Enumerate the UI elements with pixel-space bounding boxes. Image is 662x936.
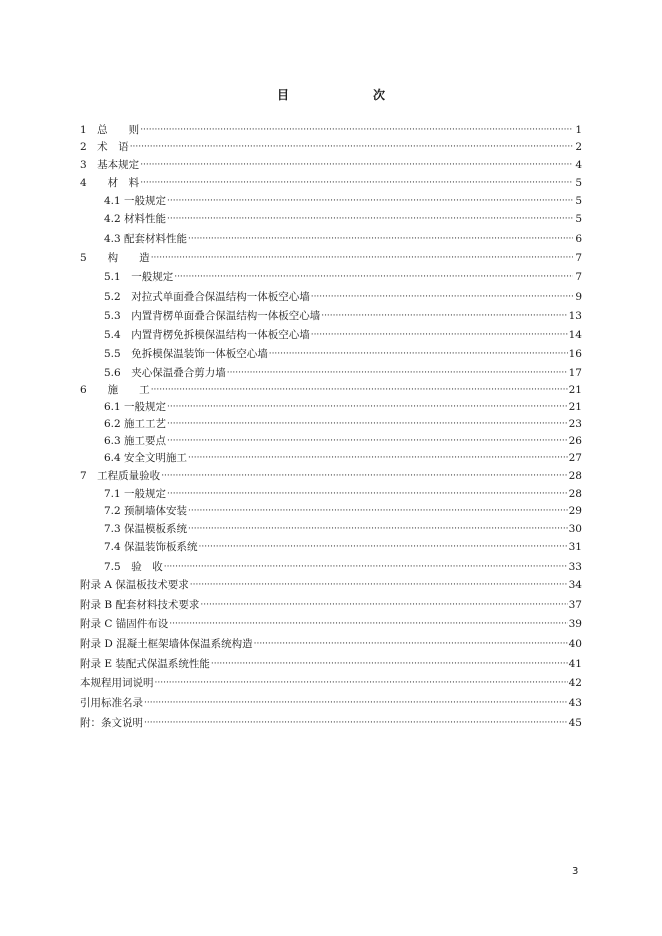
- toc-entry-page: 17: [568, 367, 582, 379]
- toc-leader: [190, 579, 568, 592]
- toc-entry-page: 41: [568, 658, 582, 670]
- toc-entry[interactable]: [80, 470, 582, 483]
- toc-entry-page: 28: [568, 488, 582, 500]
- toc-entry-page: 16: [568, 348, 582, 360]
- toc-entry[interactable]: [80, 599, 582, 612]
- toc-entry[interactable]: [80, 310, 582, 323]
- toc-leader: [144, 697, 568, 710]
- toc-entry-label: 附录 D 混凝土框架墙体保温系统构造: [80, 638, 253, 650]
- toc-entry[interactable]: [80, 329, 582, 342]
- toc-leader: [269, 348, 568, 361]
- toc-entry[interactable]: [80, 271, 582, 284]
- toc-entry-label: 4.3 配套材料性能: [104, 233, 188, 245]
- toc-entry-label: 7.2 预制墙体安装: [104, 505, 188, 517]
- toc-entry-label: 5 构 造: [80, 252, 150, 264]
- toc-entry[interactable]: [80, 561, 582, 574]
- toc-entry-page: 45: [568, 717, 582, 729]
- toc-leader: [140, 124, 573, 137]
- toc-entry-label: 2 术 语: [80, 141, 129, 153]
- toc-entry[interactable]: [80, 384, 582, 397]
- toc-entry-label: 引用标准名录: [80, 697, 143, 709]
- toc-leader: [227, 367, 568, 380]
- toc-entry-page: 5: [575, 213, 582, 225]
- toc-entry-label: 7.1 一般规定: [104, 488, 167, 500]
- toc-entry-page: 13: [568, 310, 582, 322]
- toc-leader: [167, 195, 573, 208]
- toc-leader: [167, 401, 568, 414]
- toc-leader: [140, 159, 573, 172]
- toc-entry-page: 4: [575, 159, 582, 171]
- toc-entry[interactable]: [80, 618, 582, 631]
- toc-entry[interactable]: [80, 658, 582, 671]
- toc-entry-page: 33: [568, 561, 582, 573]
- toc-entry-page: 7: [575, 271, 582, 283]
- toc-entry-label: 6.4 安全文明施工: [104, 452, 188, 464]
- toc-leader: [188, 452, 568, 465]
- toc-entry[interactable]: [80, 717, 582, 730]
- toc-leader: [164, 561, 568, 574]
- toc-leader: [140, 177, 573, 190]
- toc-entry[interactable]: [80, 367, 582, 380]
- toc-leader: [254, 638, 568, 651]
- toc-entry[interactable]: [80, 159, 582, 172]
- toc-entry-label: 5.1 一般规定: [104, 271, 174, 283]
- toc-entry[interactable]: [80, 677, 582, 690]
- toc-entry-page: 37: [568, 599, 582, 611]
- toc-entry-label: 6 施 工: [80, 384, 150, 396]
- toc-entry-page: 23: [568, 418, 582, 430]
- toc-entry-label: 附录 E 装配式保温系统性能: [80, 658, 210, 670]
- toc-entry-page: 34: [568, 579, 582, 591]
- toc-entry-page: 6: [575, 233, 582, 245]
- toc-leader: [200, 599, 567, 612]
- toc-entry[interactable]: [80, 348, 582, 361]
- toc-entry[interactable]: [80, 195, 582, 208]
- toc-entry-page: 7: [575, 252, 582, 264]
- toc-entry[interactable]: [80, 697, 582, 710]
- toc-entry[interactable]: [80, 523, 582, 536]
- toc-entry[interactable]: [80, 452, 582, 465]
- toc-entry[interactable]: [80, 252, 582, 265]
- toc-leader: [188, 233, 573, 246]
- toc-entry-label: 附录 A 保温板技术要求: [80, 579, 189, 591]
- page-title: 目 次: [276, 88, 421, 102]
- toc-leader: [211, 658, 568, 671]
- toc-entry[interactable]: [80, 177, 582, 190]
- toc-entry[interactable]: [80, 233, 582, 246]
- toc-entry-label: 5.4 内置背楞免拆模保温结构一体板空心墙: [104, 329, 310, 341]
- toc-entry-label: 7 工程质量验收: [80, 470, 161, 482]
- toc-entry-page: 21: [568, 384, 582, 396]
- table-of-contents: [80, 124, 582, 730]
- toc-leader: [311, 291, 573, 304]
- toc-leader: [161, 470, 567, 483]
- toc-leader: [311, 329, 568, 342]
- toc-entry-page: 30: [568, 523, 582, 535]
- toc-leader: [151, 252, 573, 265]
- toc-entry-label: 4.1 一般规定: [104, 195, 167, 207]
- toc-entry-label: 6.2 施工工艺: [104, 418, 167, 430]
- toc-leader: [321, 310, 567, 323]
- toc-entry-label: 附录 C 锚固件布设: [80, 618, 169, 630]
- toc-entry[interactable]: [80, 435, 582, 448]
- toc-entry[interactable]: [80, 638, 582, 651]
- toc-leader: [188, 523, 568, 536]
- toc-entry-label: 本规程用词说明: [80, 677, 154, 689]
- toc-entry-label: 1 总 则: [80, 124, 140, 136]
- toc-entry[interactable]: [80, 124, 582, 137]
- toc-entry-page: 42: [568, 677, 582, 689]
- toc-leader: [130, 141, 573, 154]
- toc-leader: [199, 541, 568, 554]
- toc-entry-label: 4.2 材料性能: [104, 213, 167, 225]
- toc-entry-label: 7.5 验 收: [104, 561, 163, 573]
- toc-entry-label: 6.3 施工要点: [104, 435, 167, 447]
- toc-entry-label: 7.4 保温装饰板系统: [104, 541, 198, 553]
- toc-leader: [144, 717, 568, 730]
- toc-entry-page: 29: [568, 505, 582, 517]
- toc-leader: [174, 271, 573, 284]
- toc-entry-page: 1: [575, 124, 582, 136]
- toc-entry[interactable]: [80, 505, 582, 518]
- toc-entry[interactable]: [80, 141, 582, 154]
- toc-entry-page: 9: [575, 291, 582, 303]
- toc-entry-label: 5.3 内置背楞单面叠合保温结构一体板空心墙: [104, 310, 321, 322]
- toc-entry[interactable]: [80, 213, 582, 226]
- toc-entry-page: 31: [568, 541, 582, 553]
- toc-leader: [167, 213, 573, 226]
- toc-entry-page: 39: [568, 618, 582, 630]
- toc-entry-page: 5: [575, 195, 582, 207]
- toc-entry-page: 5: [575, 177, 582, 189]
- toc-entry-label: 附录 B 配套材料技术要求: [80, 599, 200, 611]
- toc-entry[interactable]: [80, 488, 582, 501]
- toc-leader: [167, 435, 568, 448]
- toc-entry-page: 40: [568, 638, 582, 650]
- toc-entry[interactable]: [80, 541, 582, 554]
- toc-leader: [167, 418, 568, 431]
- toc-entry-page: 2: [575, 141, 582, 153]
- toc-entry-label: 5.6 夹心保温叠合剪力墙: [104, 367, 226, 379]
- toc-entry-label: 7.3 保温模板系统: [104, 523, 188, 535]
- toc-entry[interactable]: [80, 401, 582, 414]
- toc-entry-page: 14: [568, 329, 582, 341]
- toc-entry-label: 3 基本规定: [80, 159, 140, 171]
- toc-entry-page: 21: [568, 401, 582, 413]
- toc-leader: [167, 488, 568, 501]
- toc-entry-label: 4 材 料: [80, 177, 140, 189]
- toc-entry[interactable]: [80, 418, 582, 431]
- toc-entry-page: 43: [568, 697, 582, 709]
- toc-entry-page: 26: [568, 435, 582, 447]
- toc-leader: [151, 384, 568, 397]
- toc-entry-page: 27: [568, 452, 582, 464]
- toc-entry-page: 28: [568, 470, 582, 482]
- page-number: 3: [572, 866, 579, 877]
- toc-entry[interactable]: [80, 579, 582, 592]
- toc-entry-label: 5.2 对拉式单面叠合保温结构一体板空心墙: [104, 291, 310, 303]
- toc-entry[interactable]: [80, 291, 582, 304]
- toc-entry-label: 附：条文说明: [80, 717, 143, 729]
- toc-entry-label: 6.1 一般规定: [104, 401, 167, 413]
- toc-leader: [155, 677, 568, 690]
- toc-leader: [169, 618, 567, 631]
- toc-entry-label: 5.5 免拆模保温装饰一体板空心墙: [104, 348, 268, 360]
- toc-leader: [188, 505, 568, 518]
